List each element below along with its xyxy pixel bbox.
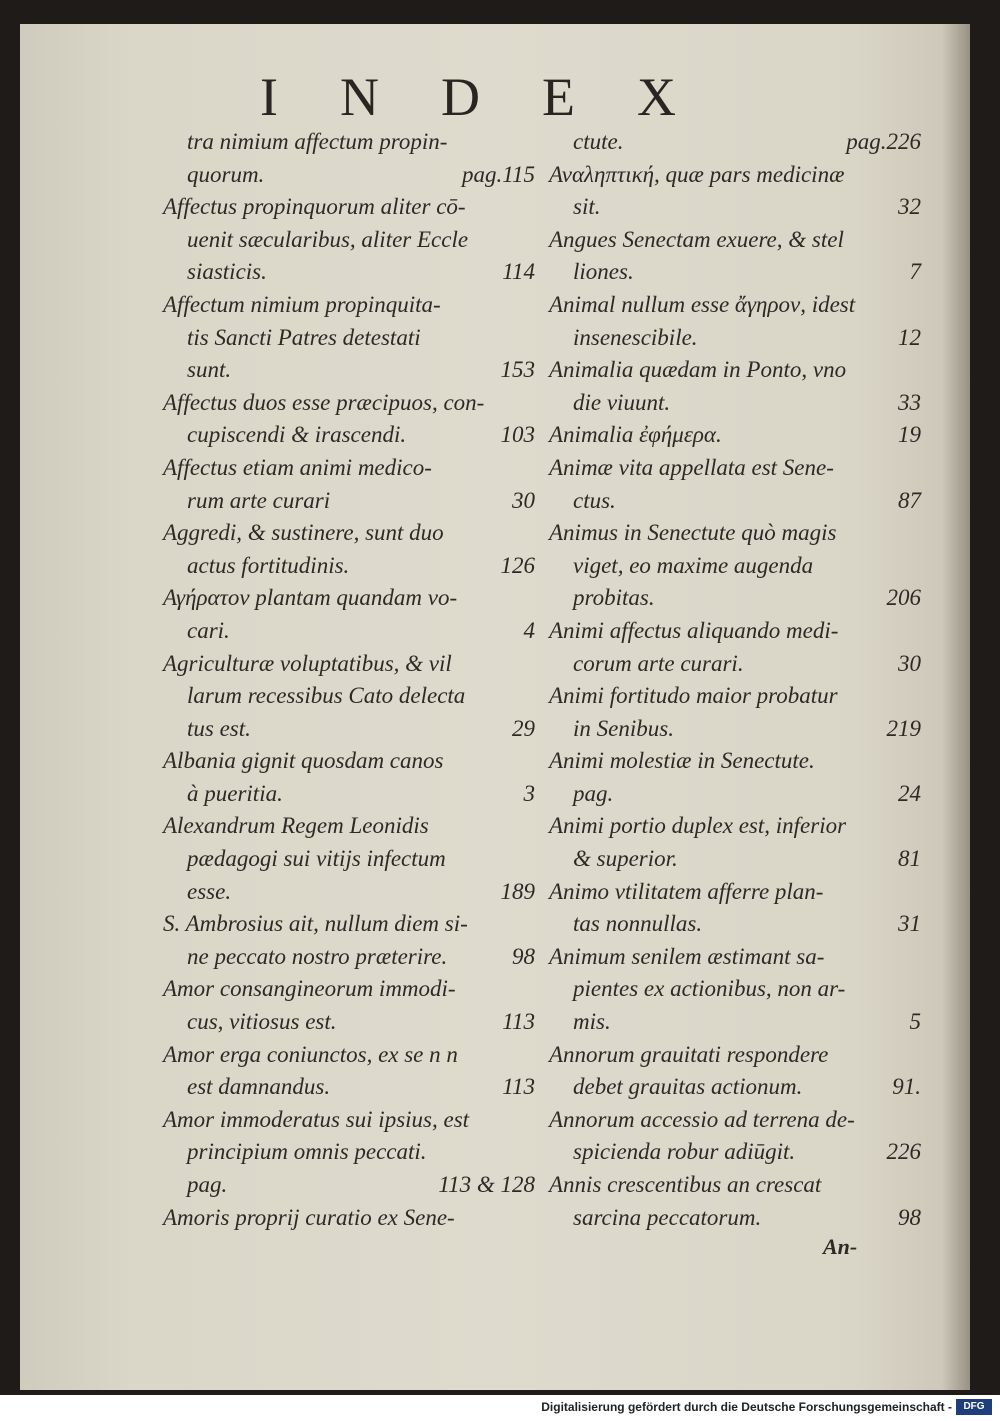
index-entry-text: sit. — [573, 194, 601, 220]
gutter-shadow — [942, 24, 970, 1390]
index-entry-text: Annorum grauitati respondere — [549, 1041, 829, 1067]
index-entry-text: tas nonnullas. — [573, 911, 703, 937]
index-line — [549, 1169, 921, 1202]
index-line — [549, 810, 921, 843]
index-line — [163, 1169, 535, 1202]
index-entry-text: cari. — [187, 617, 230, 643]
index-entry-text: debet grauitas actionum. — [573, 1074, 803, 1100]
index-line — [549, 1071, 921, 1104]
index-line — [163, 387, 535, 420]
index-entry-text: corum arte curari. — [573, 650, 744, 676]
index-line — [163, 256, 535, 289]
page-reference: 29 — [512, 715, 535, 741]
index-entry-text: Affectus duos esse præcipuos, con- — [163, 389, 485, 415]
page-reference: 98 — [512, 943, 535, 969]
index-line — [163, 1104, 535, 1137]
index-line — [549, 843, 921, 876]
index-entry-text: die viuunt. — [573, 389, 671, 415]
page-reference: 19 — [898, 422, 921, 448]
index-entry-text: viget, eo maxime augenda — [573, 552, 814, 578]
index-entry-text: S. Ambrosius ait, nullum diem si- — [163, 911, 468, 937]
index-line — [549, 680, 921, 713]
page-reference: 206 — [886, 585, 921, 611]
index-entry-text: Aggredi, & sustinere, sunt duo — [163, 520, 444, 546]
index-line — [549, 387, 921, 420]
index-line — [163, 126, 535, 159]
index-entry-text: uenit sæcularibus, aliter Eccle — [187, 226, 469, 252]
index-line — [549, 419, 921, 452]
index-entry-text: liones. — [573, 259, 634, 285]
index-line — [163, 745, 535, 778]
index-line — [163, 1202, 535, 1235]
index-entry-text: Animi affectus aliquando medi- — [549, 617, 839, 643]
page-reference: 114 — [502, 259, 535, 285]
index-entry-text: Animo vtilitatem afferre plan- — [549, 878, 824, 904]
page-reference: 113 — [502, 1074, 535, 1100]
index-line — [549, 1202, 921, 1235]
index-line — [163, 1071, 535, 1104]
left-index-column — [163, 126, 535, 1234]
index-line — [163, 1136, 535, 1169]
index-line — [163, 485, 535, 518]
index-entry-text: Agriculturæ voluptatibus, & vil — [163, 650, 452, 676]
index-entry-text: Amor consangineorum immodi- — [163, 976, 456, 1002]
page-reference: pag.226 — [846, 129, 921, 154]
index-line — [549, 973, 921, 1006]
index-line — [549, 485, 921, 518]
page-reference: 126 — [500, 552, 535, 578]
index-line — [163, 778, 535, 811]
index-entry-text: Annis crescentibus an crescat — [549, 1172, 822, 1197]
index-line — [163, 1006, 535, 1039]
index-line — [163, 876, 535, 909]
index-line — [163, 648, 535, 681]
index-entry-text: rum arte curari — [187, 487, 331, 513]
index-line — [549, 876, 921, 909]
index-line — [163, 322, 535, 355]
index-line — [163, 713, 535, 746]
index-line — [163, 191, 535, 224]
index-entry-text: actus fortitudinis. — [187, 552, 350, 578]
page-reference: 33 — [898, 389, 921, 415]
index-entry-text: siasticis. — [187, 259, 267, 285]
index-line — [163, 419, 535, 452]
index-entry-text: pædagogi sui vitijs infectum — [187, 846, 446, 872]
index-entry-text: Animus in Senectute quò magis — [549, 520, 837, 546]
page-reference: 87 — [898, 487, 921, 513]
index-line — [549, 941, 921, 974]
index-entry-text: principium omnis peccati. — [187, 1139, 427, 1165]
index-line — [549, 745, 921, 778]
index-entry-text: Animum senilem æstimant sa- — [549, 943, 825, 969]
index-entry-text: esse. — [187, 878, 232, 904]
index-line — [163, 615, 535, 648]
index-line — [549, 159, 921, 192]
index-entry-text: Affectum nimium propinquita- — [163, 291, 441, 317]
index-entry-text: Amoris proprij curatio ex Sene- — [163, 1204, 455, 1230]
index-entry-text: cupiscendi & irascendi. — [187, 422, 407, 448]
page-reference: 226 — [886, 1139, 921, 1165]
page-reference: 98 — [898, 1204, 921, 1230]
index-line — [163, 973, 535, 1006]
index-entry-text: quorum. — [187, 161, 265, 187]
index-entry-text: Αγήρατον plantam quandam vo- — [163, 585, 458, 611]
index-line — [549, 550, 921, 583]
index-entry-text: tis Sancti Patres detestati — [187, 324, 421, 350]
page-reference: 31 — [898, 911, 921, 937]
index-line — [163, 843, 535, 876]
right-index-column — [549, 126, 921, 1234]
index-entry-text: pag. — [573, 780, 614, 806]
page-reference: 3 — [523, 780, 535, 806]
index-line — [163, 582, 535, 615]
index-line — [163, 1039, 535, 1072]
index-line — [163, 452, 535, 485]
index-entry-text: tra nimium affectum propin- — [187, 129, 448, 154]
catchword: An- — [823, 1234, 858, 1259]
page-reference: pag.115 — [461, 161, 535, 187]
index-line — [549, 322, 921, 355]
index-line — [163, 159, 535, 192]
index-entry-text: est damnandus. — [187, 1074, 331, 1100]
index-entry-text: Albania gignit quosdam canos — [163, 748, 444, 774]
index-line — [549, 256, 921, 289]
index-entry-text: Affectus propinquorum aliter cō- — [163, 194, 466, 220]
index-entry-text: ctute. — [573, 129, 624, 154]
page-reference: 24 — [898, 780, 921, 806]
index-entry-text: pientes ex actionibus, non ar- — [573, 976, 846, 1002]
index-line — [163, 354, 535, 387]
index-line — [549, 648, 921, 681]
index-entry-text: Αναληπτική, quæ pars medicinæ — [549, 161, 845, 187]
index-entry-text: sunt. — [187, 357, 232, 383]
page-reference: 30 — [898, 650, 921, 676]
page-reference: 103 — [500, 422, 535, 448]
page-reference: 91. — [892, 1074, 921, 1100]
index-line — [549, 615, 921, 648]
index-entry-text: spicienda robur adiūgit. — [573, 1139, 796, 1165]
index-line — [549, 289, 921, 322]
index-line — [549, 1039, 921, 1072]
index-entry-text: Affectus etiam animi medico- — [163, 454, 432, 480]
digitization-footer — [0, 1395, 1000, 1421]
index-entry-text: insenescibile. — [573, 324, 698, 350]
index-entry-text: tus est. — [187, 715, 251, 741]
dfg-logo: DFG — [956, 1399, 992, 1415]
index-line — [163, 680, 535, 713]
page-reference: 30 — [512, 487, 535, 513]
index-entry-text: probitas. — [573, 585, 655, 611]
index-entry-text: ctus. — [573, 487, 616, 513]
index-entry-text: à pueritia. — [187, 780, 283, 806]
index-line — [163, 550, 535, 583]
index-line — [549, 452, 921, 485]
index-line — [549, 126, 921, 159]
index-line — [549, 224, 921, 257]
index-entry-text: Annorum accessio ad terrena de- — [549, 1106, 855, 1132]
index-line — [549, 1136, 921, 1169]
index-entry-text: larum recessibus Cato delecta — [187, 683, 466, 709]
index-entry-text: Animi portio duplex est, inferior — [549, 813, 847, 839]
index-entry-text: in Senibus. — [573, 715, 674, 741]
index-entry-text: Amor erga coniunctos, ex se n n — [163, 1041, 458, 1067]
index-line — [549, 191, 921, 224]
page-reference: 5 — [909, 1009, 921, 1035]
page-reference: 113 & 128 — [438, 1172, 535, 1197]
index-line — [549, 517, 921, 550]
index-line — [549, 778, 921, 811]
index-entry-text: Alexandrum Regem Leonidis — [163, 813, 429, 839]
index-entry-text: Animi fortitudo maior probatur — [549, 683, 838, 709]
index-entry-text: sarcina peccatorum. — [573, 1204, 762, 1230]
index-entry-text: cus, vitiosus est. — [187, 1009, 337, 1035]
index-entry-text: Animæ vita appellata est Sene- — [549, 454, 834, 480]
page-reference: 32 — [898, 194, 921, 220]
index-entry-text: Animalia ἐφήμερα. — [549, 422, 722, 448]
index-line — [549, 1006, 921, 1039]
index-line — [163, 517, 535, 550]
index-line — [549, 908, 921, 941]
page-reference: 12 — [898, 324, 921, 350]
index-line — [163, 289, 535, 322]
index-line — [163, 224, 535, 257]
page-reference: 113 — [502, 1009, 535, 1035]
index-entry-text: Animalia quædam in Ponto, vno — [549, 357, 847, 383]
index-entry-text: & superior. — [573, 846, 678, 872]
index-line — [163, 810, 535, 843]
index-entry-text: pag. — [187, 1172, 228, 1197]
page-reference: 153 — [500, 357, 535, 383]
index-entry-text: Angues Senectam exuere, & stel — [549, 226, 844, 252]
page-reference: 219 — [886, 715, 921, 741]
index-line — [163, 908, 535, 941]
index-entry-text: mis. — [573, 1009, 611, 1035]
index-line — [163, 941, 535, 974]
index-entry-text: ne peccato nostro præterire. — [187, 943, 448, 969]
index-heading: INDEX — [260, 67, 738, 127]
index-line — [549, 1104, 921, 1137]
page-reference: 4 — [523, 617, 535, 643]
footer-credit: Digitalisierung gefördert durch die Deutsche Forschungsgemeinschaft - — [541, 1400, 952, 1414]
page-reference: 81 — [898, 846, 921, 872]
index-entry-text: Animi molestiæ in Senectute. — [549, 748, 815, 774]
page-reference: 7 — [909, 259, 921, 285]
index-entry-text: Amor immoderatus sui ipsius, est — [163, 1106, 470, 1132]
index-line — [549, 354, 921, 387]
page-reference: 189 — [500, 878, 535, 904]
index-entry-text: Animal nullum esse ἄγηρον, idest — [549, 291, 856, 317]
index-line — [549, 582, 921, 615]
index-line — [549, 713, 921, 746]
